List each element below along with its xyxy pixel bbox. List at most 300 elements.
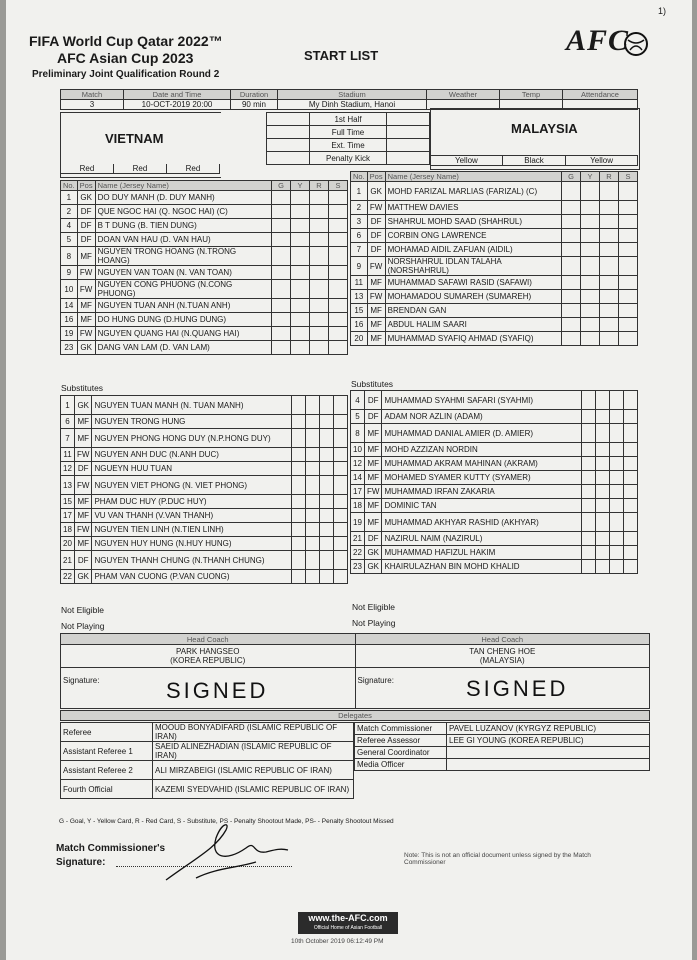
player-number: 20	[351, 332, 368, 346]
player-number: 5	[351, 410, 365, 424]
h-duration: Duration	[231, 90, 278, 100]
player-position: DF	[365, 391, 382, 410]
delegate-role: Assistant Referee 2	[61, 761, 153, 780]
player-name: MOHD FARIZAL MARLIAS (FARIZAL) (C)	[385, 182, 561, 201]
h-attendance: Attendance	[563, 90, 638, 100]
stat-cell-g	[292, 523, 306, 537]
stat-cell-s	[619, 215, 638, 229]
stat-cell-s	[624, 546, 638, 560]
col-name: Name (Jersey Name)	[95, 181, 271, 191]
player-row	[351, 332, 638, 346]
player-row	[61, 327, 348, 341]
stat-cell-g	[292, 396, 306, 415]
delegate-name	[447, 759, 650, 771]
stat-cell-s	[334, 396, 348, 415]
stat-cell-s	[329, 280, 348, 299]
kit-home	[60, 164, 220, 174]
player-row	[61, 509, 348, 523]
stat-cell-y	[596, 457, 610, 471]
player-name: MOHD AZZIZAN NORDIN	[382, 443, 582, 457]
match-info-table	[60, 89, 638, 110]
player-position: FW	[77, 266, 95, 280]
stat-cell-s	[329, 341, 348, 355]
home-coach-heading: Head Coach	[61, 634, 356, 645]
stat-cell-y	[306, 396, 320, 415]
delegate-name: SAEID ALINEZHADIAN (ISLAMIC REPUBLIC OF IRAN)	[153, 742, 354, 761]
stat-cell-s	[329, 327, 348, 341]
stat-cell-s	[334, 448, 348, 462]
player-name: DANG VAN LAM (D. VAN LAM)	[95, 341, 271, 355]
player-name: NGUYEN TRONG HUNG	[92, 415, 292, 429]
stat-cell-g	[292, 415, 306, 429]
home-coach-country: (KOREA REPUBLIC)	[170, 656, 246, 665]
stat-cell-r	[310, 191, 329, 205]
player-row	[351, 532, 638, 546]
delegate-role: Media Officer	[355, 759, 447, 771]
player-name: NAZIRUL NAIM (NAZIRUL)	[382, 532, 582, 546]
delegate-name: ALI MIRZABEIGI (ISLAMIC REPUBLIC OF IRAN)	[153, 761, 354, 780]
stat-cell-s	[619, 243, 638, 257]
stat-cell-s	[329, 205, 348, 219]
home-signature-label: Signature:	[63, 676, 100, 685]
player-name: DOMINIC TAN	[382, 499, 582, 513]
player-name: DO DUY MANH (D. DUY MANH)	[95, 191, 271, 205]
delegate-role: Fourth Official	[61, 780, 153, 799]
player-number: 18	[61, 523, 75, 537]
stat-cell-r	[320, 537, 334, 551]
player-row	[351, 391, 638, 410]
player-row	[351, 201, 638, 215]
player-number: 21	[61, 551, 75, 570]
player-name: MUHAMMAD HAFIZUL HAKIM	[382, 546, 582, 560]
stat-cell-r	[610, 457, 624, 471]
player-position: DF	[365, 410, 382, 424]
player-position: MF	[365, 513, 382, 532]
player-row	[61, 551, 348, 570]
delegates-heading-text: Delegates	[61, 711, 650, 721]
player-name: QUE NGOC HAI (Q. NGOC HAI) (C)	[95, 205, 271, 219]
player-position: GK	[365, 546, 382, 560]
away-subs-label: Substitutes	[351, 379, 394, 389]
stat-cell-g	[272, 280, 291, 299]
stat-cell-y	[581, 229, 600, 243]
player-number: 9	[61, 266, 78, 280]
stat-cell-g	[582, 546, 596, 560]
start-list-sheet	[6, 0, 692, 960]
player-name: PHAM DUC HUY (P.DUC HUY)	[92, 495, 292, 509]
stat-cell-y	[581, 290, 600, 304]
stat-cell-g	[582, 513, 596, 532]
stat-cell-s	[624, 499, 638, 513]
stat-cell-y	[291, 299, 310, 313]
stat-cell-r	[320, 448, 334, 462]
afc-logo	[566, 24, 648, 64]
stat-cell-r	[320, 523, 334, 537]
period-penalty-kick: Penalty Kick	[310, 152, 387, 165]
player-row	[351, 424, 638, 443]
player-row	[61, 429, 348, 448]
stat-cell-r	[310, 299, 329, 313]
player-name: MUHAMMAD SYAFIQ AHMAD (SYAFIQ)	[385, 332, 561, 346]
stat-cell-y	[596, 471, 610, 485]
player-name: MATTHEW DAVIES	[385, 201, 561, 215]
player-position: MF	[77, 247, 95, 266]
player-name: CORBIN ONG LAWRENCE	[385, 229, 561, 243]
player-position: MF	[365, 499, 382, 513]
home-kit-socks: Red	[167, 164, 220, 174]
stat-cell-y	[291, 280, 310, 299]
home-coach-signature: SIGNED	[166, 678, 269, 703]
stat-cell-g	[562, 257, 581, 276]
player-row	[351, 276, 638, 290]
player-row	[61, 462, 348, 476]
stat-cell-s	[334, 509, 348, 523]
player-name: SHAHRUL MOHD SAAD (SHAHRUL)	[385, 215, 561, 229]
stat-cell-g	[582, 391, 596, 410]
player-name: NGUYEN TUAN MANH (N. TUAN MANH)	[92, 396, 292, 415]
stat-cell-y	[581, 243, 600, 257]
stat-cell-y	[306, 551, 320, 570]
stat-cell-s	[624, 560, 638, 574]
stat-cell-g	[272, 313, 291, 327]
player-number: 11	[351, 276, 368, 290]
stat-cell-y	[291, 233, 310, 247]
player-number: 23	[61, 341, 78, 355]
player-name: MUHAMMAD SAFAWI RASID (SAFAWI)	[385, 276, 561, 290]
player-number: 13	[351, 290, 368, 304]
player-row	[61, 247, 348, 266]
h-stadium: Stadium	[278, 90, 427, 100]
player-position: FW	[365, 485, 382, 499]
delegate-row	[61, 780, 354, 799]
player-name: MUHAMMAD IRFAN ZAKARIA	[382, 485, 582, 499]
stat-cell-y	[291, 205, 310, 219]
stat-cell-s	[334, 429, 348, 448]
stat-cell-y	[581, 182, 600, 201]
player-name: NGUYEN VIET PHONG (N. VIET PHONG)	[92, 476, 292, 495]
player-position: DF	[77, 233, 95, 247]
player-number: 10	[61, 280, 78, 299]
player-position: MF	[365, 457, 382, 471]
player-row	[351, 471, 638, 485]
stat-cell-s	[334, 462, 348, 476]
stat-cell-s	[329, 266, 348, 280]
player-position: FW	[75, 448, 92, 462]
stat-cell-s	[329, 313, 348, 327]
player-row	[61, 341, 348, 355]
player-position: GK	[77, 191, 95, 205]
stat-cell-g	[292, 509, 306, 523]
player-name: NGUYEN CONG PHUONG (N.CONG PHUONG)	[95, 280, 271, 299]
away-coach-heading: Head Coach	[355, 634, 650, 645]
player-number: 23	[351, 560, 365, 574]
player-number: 1	[61, 396, 75, 415]
delegate-row	[61, 742, 354, 761]
player-position: FW	[75, 523, 92, 537]
stat-cell-y	[596, 560, 610, 574]
player-name: DOAN VAN HAU (D. VAN HAU)	[95, 233, 271, 247]
stat-cell-r	[320, 415, 334, 429]
player-position: DF	[367, 215, 385, 229]
player-number: 19	[351, 513, 365, 532]
stat-cell-s	[329, 191, 348, 205]
stat-cell-s	[624, 391, 638, 410]
stat-cell-g	[272, 219, 291, 233]
match-no: 3	[61, 100, 124, 110]
delegate-row	[61, 723, 354, 742]
player-name: NGUYEN HUY HUNG (N.HUY HUNG)	[92, 537, 292, 551]
stat-cell-r	[320, 495, 334, 509]
player-row	[61, 280, 348, 299]
stat-cell-g	[292, 476, 306, 495]
delegate-name	[447, 747, 650, 759]
stat-cell-y	[291, 341, 310, 355]
player-position: MF	[77, 299, 95, 313]
stat-cell-y	[596, 485, 610, 499]
player-row	[351, 229, 638, 243]
stat-cell-g	[292, 429, 306, 448]
stat-cell-r	[600, 276, 619, 290]
doc-type: START LIST	[304, 48, 379, 63]
player-position: DF	[75, 551, 92, 570]
player-name: NGUYEN QUANG HAI (N.QUANG HAI)	[95, 327, 271, 341]
player-row	[351, 182, 638, 201]
player-name: MOHAMED SYAMER KUTTY (SYAMER)	[382, 471, 582, 485]
stat-cell-r	[610, 546, 624, 560]
player-position: FW	[75, 476, 92, 495]
stat-cell-g	[562, 201, 581, 215]
kit-away	[430, 155, 638, 166]
player-name: NGUYEN THANH CHUNG (N.THANH CHUNG)	[92, 551, 292, 570]
player-name: NGUYEN TRONG HOANG (N.TRONG HOANG)	[95, 247, 271, 266]
player-position: DF	[367, 229, 385, 243]
player-number: 9	[351, 257, 368, 276]
stat-cell-s	[334, 495, 348, 509]
period-full-time: Full Time	[310, 126, 387, 139]
player-name: MUHAMMAD DANIAL AMIER (D. AMIER)	[382, 424, 582, 443]
player-number: 6	[351, 229, 368, 243]
stat-cell-s	[624, 443, 638, 457]
stat-cell-r	[600, 257, 619, 276]
home-kit-shorts: Red	[114, 164, 167, 174]
stat-cell-s	[624, 513, 638, 532]
delegate-row	[355, 723, 650, 735]
stat-cell-r	[600, 332, 619, 346]
stat-cell-g	[292, 551, 306, 570]
col-pos: Pos	[77, 181, 95, 191]
stat-cell-y	[596, 532, 610, 546]
stat-cell-s	[619, 257, 638, 276]
stat-cell-r	[610, 513, 624, 532]
footer-url: www.the-AFC.com	[308, 913, 388, 923]
player-position: MF	[75, 429, 92, 448]
stat-cell-s	[329, 299, 348, 313]
home-not-eligible: Not Eligible	[61, 605, 104, 615]
stat-cell-r	[600, 201, 619, 215]
footer-tagline: Official Home of Asian Football	[313, 925, 383, 931]
player-row	[351, 215, 638, 229]
stat-cell-r	[320, 570, 334, 584]
period-1st-half: 1st Half	[310, 113, 387, 126]
player-position: GK	[77, 341, 95, 355]
corner-note: 1)	[658, 6, 667, 16]
player-position: MF	[367, 304, 385, 318]
stat-cell-y	[306, 429, 320, 448]
away-not-eligible: Not Eligible	[352, 602, 395, 612]
player-row	[61, 495, 348, 509]
player-name: MOHAMAD AIDIL ZAFUAN (AIDIL)	[385, 243, 561, 257]
afc-logo-text: AFC	[566, 24, 630, 57]
player-position: MF	[367, 276, 385, 290]
player-position: FW	[367, 257, 385, 276]
player-row	[351, 457, 638, 471]
stat-cell-r	[610, 499, 624, 513]
stat-cell-r	[320, 476, 334, 495]
stat-cell-s	[619, 182, 638, 201]
player-name: BRENDAN GAN	[385, 304, 561, 318]
away-not-playing: Not Playing	[352, 618, 396, 628]
score-periods	[266, 112, 430, 165]
stat-cell-r	[310, 266, 329, 280]
player-number: 2	[351, 201, 368, 215]
player-number: 12	[351, 457, 365, 471]
stat-cell-g	[272, 327, 291, 341]
player-name: NGUYEN VAN TOAN (N. VAN TOAN)	[95, 266, 271, 280]
away-kit-shirt: Yellow	[431, 156, 503, 166]
stat-cell-y	[581, 257, 600, 276]
stat-cell-r	[610, 485, 624, 499]
stat-cell-y	[306, 509, 320, 523]
home-subs-label: Substitutes	[61, 383, 104, 393]
player-position: GK	[75, 570, 92, 584]
col-s: S	[329, 181, 348, 191]
player-name: VU VAN THANH (V.VAN THANH)	[92, 509, 292, 523]
player-name: NORSHAHRUL IDLAN TALAHA (NORSHAHRUL)	[385, 257, 561, 276]
delegate-role: Referee	[61, 723, 153, 742]
player-number: 2	[61, 205, 78, 219]
home-starters-table	[60, 180, 348, 355]
stat-cell-s	[624, 485, 638, 499]
delegate-role: Assistant Referee 1	[61, 742, 153, 761]
title-asian-cup: AFC Asian Cup 2023	[57, 50, 194, 66]
stat-cell-g	[562, 304, 581, 318]
stat-cell-y	[596, 391, 610, 410]
player-number: 8	[61, 247, 78, 266]
stat-cell-y	[581, 201, 600, 215]
player-number: 22	[61, 570, 75, 584]
stat-cell-g	[582, 443, 596, 457]
stat-cell-y	[306, 495, 320, 509]
player-number: 5	[61, 233, 78, 247]
stat-cell-r	[310, 341, 329, 355]
stat-cell-s	[619, 201, 638, 215]
player-position: FW	[77, 327, 95, 341]
stat-cell-y	[581, 215, 600, 229]
stat-cell-g	[292, 537, 306, 551]
stat-cell-s	[334, 551, 348, 570]
stat-cell-g	[272, 299, 291, 313]
player-row	[61, 205, 348, 219]
away-starters-table	[350, 171, 638, 346]
stat-cell-r	[320, 509, 334, 523]
stat-cell-g	[582, 410, 596, 424]
player-position: DF	[365, 532, 382, 546]
h-date: Date and Time	[124, 90, 231, 100]
delegate-name: MOOUD BONYADIFARD (ISLAMIC REPUBLIC OF IRAN)	[153, 723, 354, 742]
player-position: MF	[365, 471, 382, 485]
player-name: PHAM VAN CUONG (P.VAN CUONG)	[92, 570, 292, 584]
player-name: NGUYEN ANH DUC (N.ANH DUC)	[92, 448, 292, 462]
stat-cell-r	[320, 429, 334, 448]
stat-cell-y	[306, 537, 320, 551]
col-g: G	[272, 181, 291, 191]
stat-cell-s	[329, 219, 348, 233]
player-row	[351, 546, 638, 560]
col-r: R	[310, 181, 329, 191]
stat-cell-r	[600, 290, 619, 304]
stat-cell-g	[562, 243, 581, 257]
stat-cell-y	[291, 313, 310, 327]
stat-cell-s	[329, 247, 348, 266]
player-name: DO HUNG DUNG (D.HUNG DUNG)	[95, 313, 271, 327]
stat-cell-y	[596, 410, 610, 424]
player-row	[61, 313, 348, 327]
stat-cell-r	[310, 219, 329, 233]
player-position: DF	[77, 219, 95, 233]
player-position: GK	[75, 396, 92, 415]
player-position: MF	[365, 443, 382, 457]
stat-cell-y	[596, 424, 610, 443]
player-row	[61, 299, 348, 313]
col-r: R	[600, 172, 619, 182]
stat-cell-y	[306, 462, 320, 476]
home-team-name: VIETNAM	[105, 131, 164, 146]
stat-cell-g	[562, 215, 581, 229]
player-number: 4	[351, 391, 365, 410]
player-name: MUHAMMAD AKRAM MAHINAN (AKRAM)	[382, 457, 582, 471]
away-kit-shorts: Black	[502, 156, 565, 166]
delegates-right	[354, 722, 650, 771]
stat-cell-y	[306, 476, 320, 495]
stat-cell-r	[610, 424, 624, 443]
player-number: 3	[351, 215, 368, 229]
stat-cell-y	[291, 266, 310, 280]
player-row	[61, 476, 348, 495]
stat-cell-g	[292, 495, 306, 509]
player-number: 14	[61, 299, 78, 313]
stat-cell-s	[334, 570, 348, 584]
stat-cell-s	[619, 304, 638, 318]
stat-cell-r	[610, 443, 624, 457]
stat-cell-r	[310, 247, 329, 266]
footer-badge	[298, 912, 398, 934]
delegate-row	[355, 735, 650, 747]
player-row	[61, 233, 348, 247]
player-position: DF	[75, 462, 92, 476]
player-name: NGUYEN PHONG HONG DUY (N.P.HONG DUY)	[92, 429, 292, 448]
stat-cell-r	[600, 304, 619, 318]
home-coach-name: PARK HANGSEO	[176, 647, 240, 656]
stat-cell-y	[291, 247, 310, 266]
player-row	[61, 415, 348, 429]
player-number: 17	[351, 485, 365, 499]
stat-cell-g	[292, 448, 306, 462]
player-number: 15	[351, 304, 368, 318]
delegates-left	[60, 722, 354, 799]
player-row	[351, 485, 638, 499]
stat-cell-s	[624, 457, 638, 471]
home-subs-table	[60, 395, 348, 584]
